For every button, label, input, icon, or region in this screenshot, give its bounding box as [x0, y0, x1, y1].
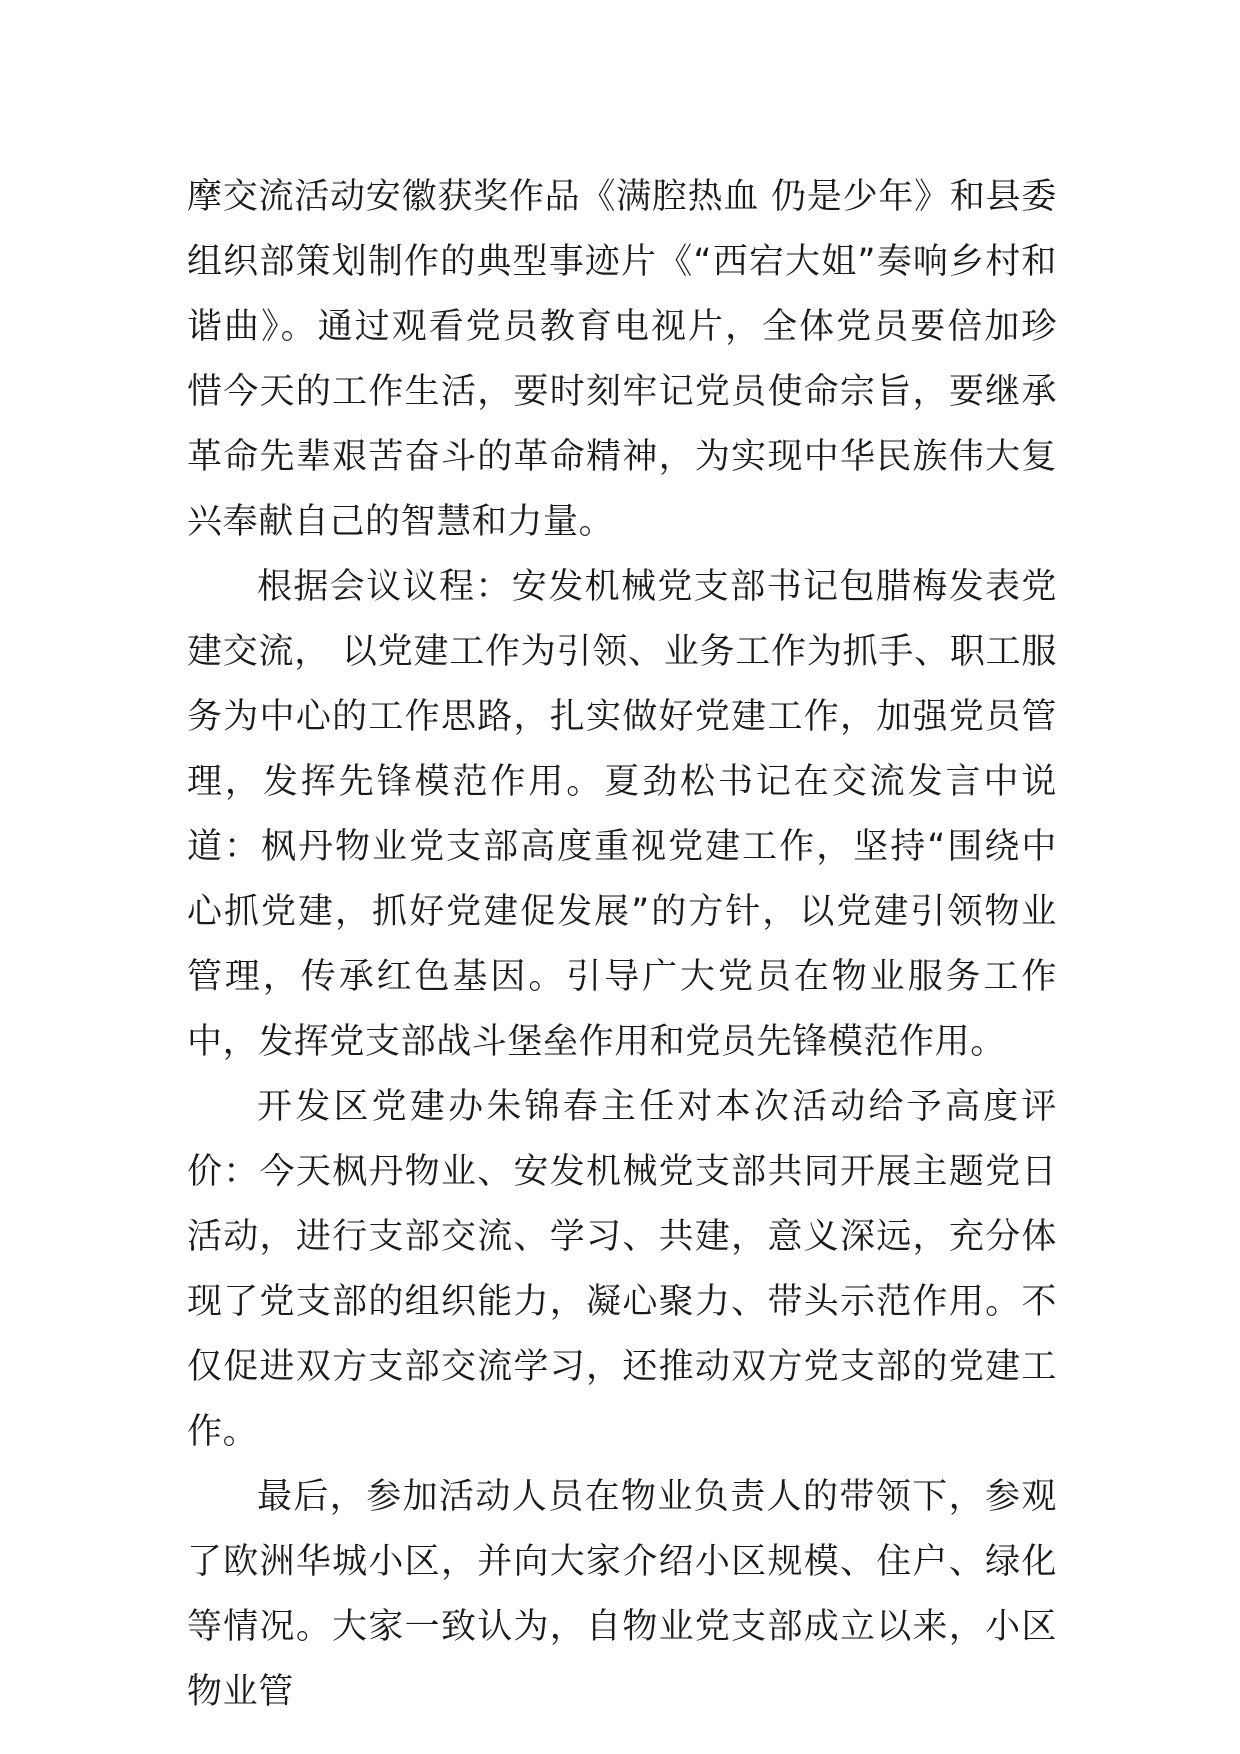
paragraph-evaluation: 开发区党建办朱锦春主任对本次活动给予高度评价：今天枫丹物业、安发机械党支部共同开展主题党日活动，进行支部交流、学习、共建，意义深远，充分体现了党支部的组织能力，凝心聚力、带头示范作用。不仅促进双方支部交流学习，还推动双方党支部的党建工作。: [187, 1087, 1057, 1452]
paragraph-meeting-agenda: 根据会议议程：安发机械党支部书记包腊梅发表党建交流， 以党建工作为引领、业务工作为抓手、职工服务为中心的工作思路，扎实做好党建工作，加强党员管理，发挥先锋模范作用。夏劲松书记在交流发言中说道：枫丹物业党支部高度重视党建工作，坚持“围绕中心抓党建，抓好党建促发展”的方针，以党建引领物业管理，传承红色基因。引导广大党员在物业服务工作中，发挥党支部战斗堡垒作用和党员先锋模范作用。: [187, 567, 1057, 1062]
document-body: [187, 165, 1057, 1725]
paragraph-visit: 最后，参加活动人员在物业负责人的带领下，参观了欧洲华城小区，并向大家介绍小区规模、住户、绿化等情况。大家一致认为，自物业党支部成立以来，小区物业管: [187, 1477, 1057, 1712]
paragraph-continuation: 摩交流活动安徽获奖作品《满腔热血 仍是少年》和县委组织部策划制作的典型事迹片《“西宕大姐”奏响乡村和谐曲》。通过观看党员教育电视片，全体党员要倍加珍惜今天的工作生活，要时刻牢记党员使命宗旨，要继承革命先辈艰苦奋斗的革命精神，为实现中华民族伟大复兴奉献自己的智慧和力量。: [187, 177, 1057, 542]
